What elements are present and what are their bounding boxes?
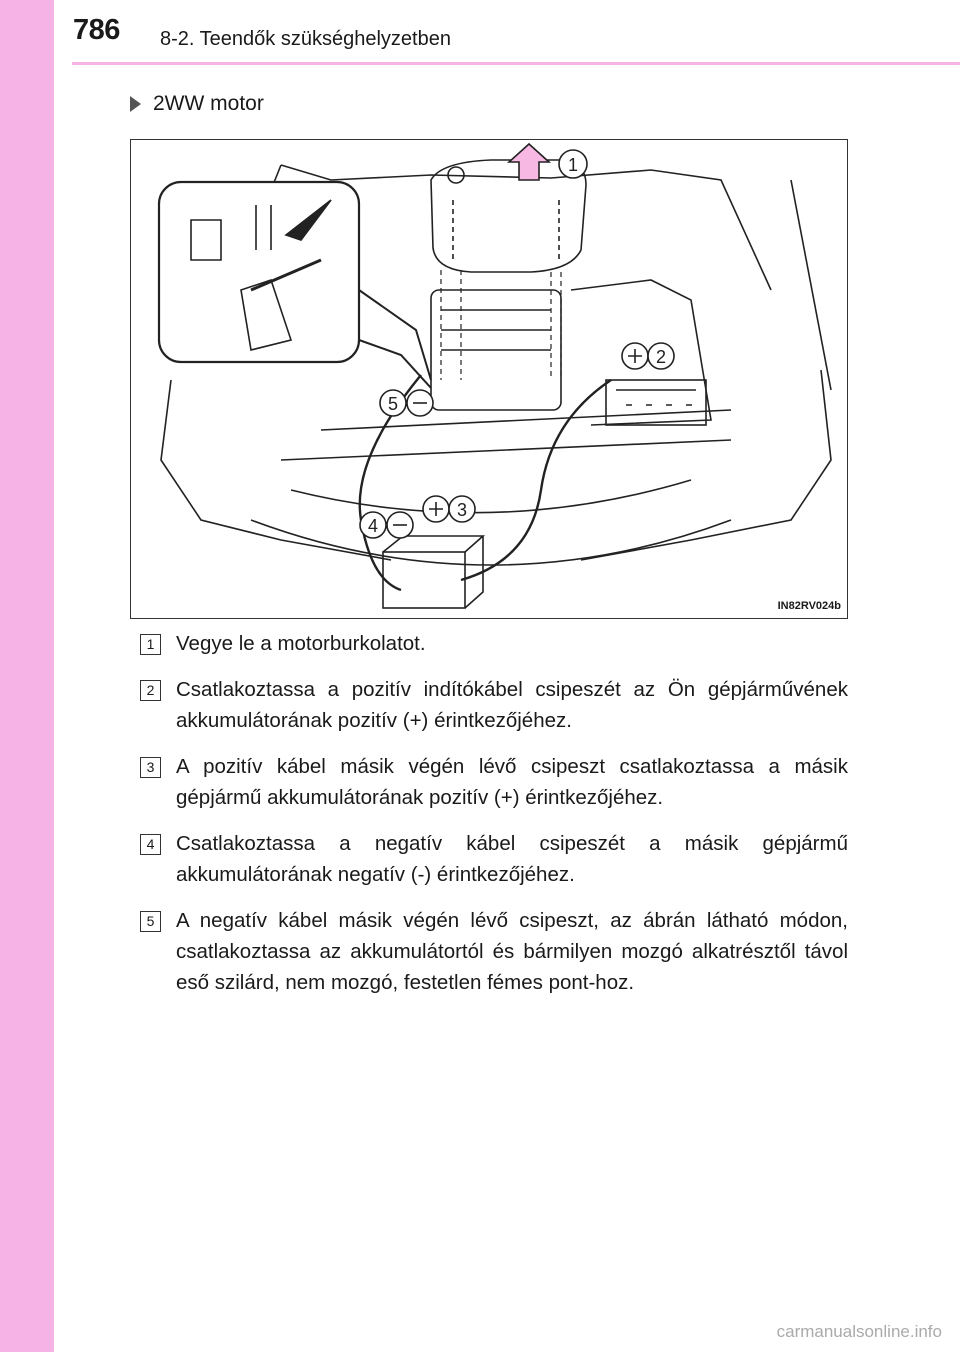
step-item: [140, 674, 848, 736]
page-number: 786: [73, 14, 120, 46]
step-text: Vegye le a motorburkolatot.: [176, 632, 426, 655]
step-list: [140, 628, 848, 1013]
callout-4: 4: [368, 516, 379, 536]
section-title: 8-2. Teendők szükséghelyzetben: [160, 28, 451, 50]
step-item: [140, 905, 848, 998]
step-text: A negatív kábel másik végén lévő csipeszt, az ábrán látható módon, csatlakoztassa az akkumulátortól és bármilyen mozgó alkatrésztől távol eső szilárd, nem mozgó, festetlen fémes pont-hoz.: [176, 909, 848, 994]
engine-jump-start-figure: [130, 139, 848, 619]
callout-2: 2: [656, 347, 667, 367]
callout-3: 3: [457, 500, 468, 520]
step-text: Csatlakoztassa a pozitív indítókábel csipeszét az Ön gépjárművének akkumulátorának pozitív (+) érintkezőjéhez.: [176, 678, 848, 732]
step-number: 4: [140, 834, 161, 855]
step-text: A pozitív kábel másik végén lévő csipeszt csatlakoztassa a másik gépjármű akkumulátorának pozitív (+) érintkezőjéhez.: [176, 755, 848, 809]
figure-code: IN82RV024b: [777, 600, 841, 612]
step-item: [140, 828, 848, 890]
callout-5: 5: [388, 394, 399, 414]
step-item: [140, 751, 848, 813]
callout-1: 1: [568, 155, 579, 175]
triangle-bullet-icon: [130, 96, 141, 112]
header-rule: [72, 62, 960, 65]
watermark: carmanualsonline.info: [776, 1322, 942, 1341]
step-number: 2: [140, 680, 161, 701]
engine-illustration: [131, 140, 847, 618]
subheading-text: 2WW motor: [153, 92, 264, 115]
step-number: 1: [140, 634, 161, 655]
step-number: 3: [140, 757, 161, 778]
side-color-strip: [0, 0, 54, 1352]
step-item: [140, 628, 848, 659]
step-number: 5: [140, 911, 161, 932]
step-text: Csatlakoztassa a negatív kábel csipeszét a másik gépjármű akkumulátorának negatív (-) érintkezőjéhez.: [176, 832, 848, 886]
subheading: [130, 92, 264, 116]
